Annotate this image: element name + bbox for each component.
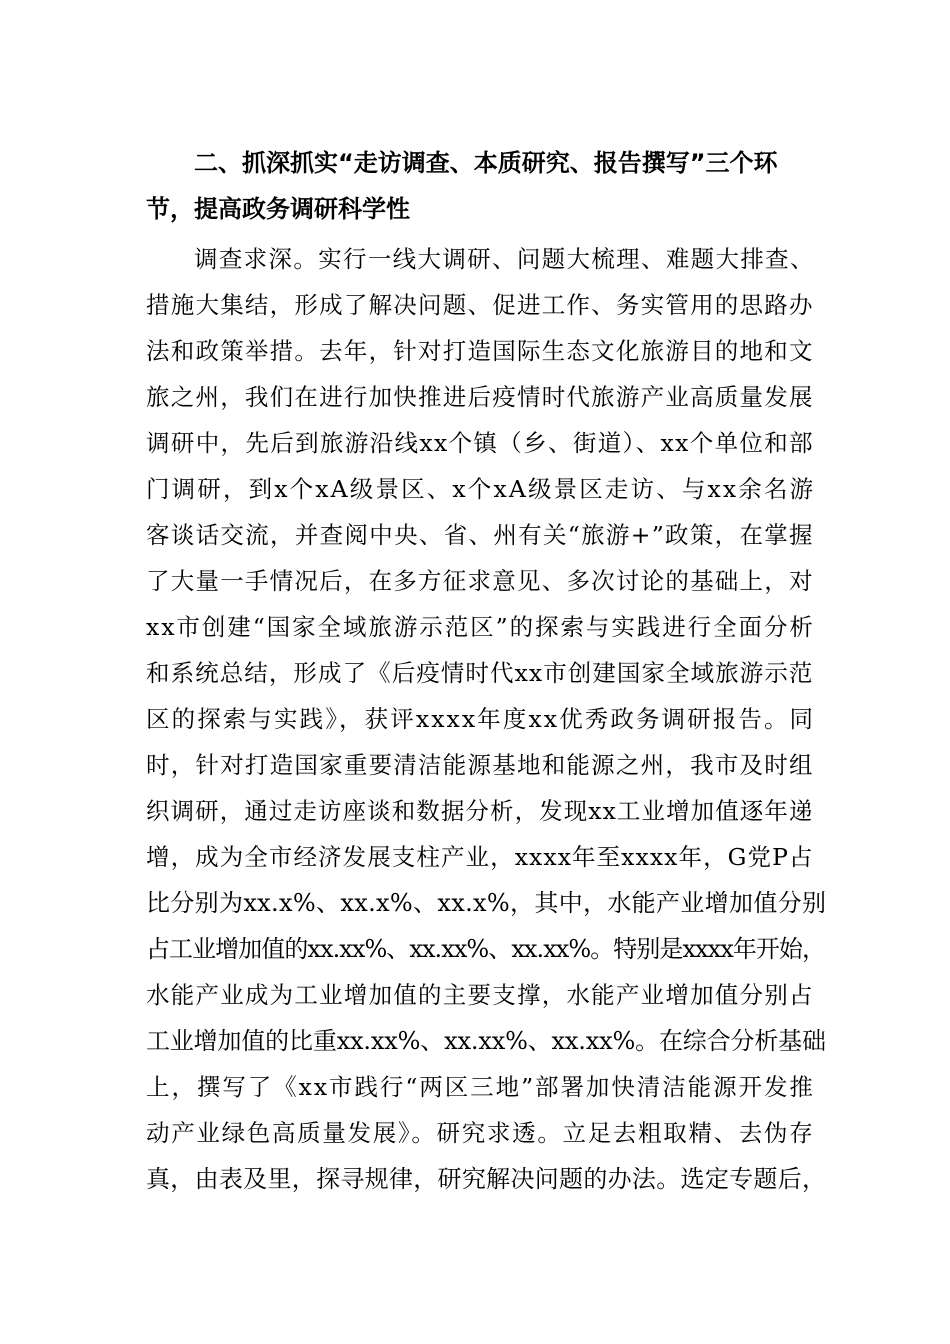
paragraph-line-text: 旅之州，我们在进行加快推进后疫情时代旅游产业高质量发展: [146, 383, 814, 411]
paragraph-line: [146, 880, 826, 926]
paragraph-line-text: 区的探索与实践》，获评xxxx年度xx优秀政务调研报告。同: [146, 705, 816, 733]
paragraph-line: [146, 972, 826, 1018]
paragraph-line: [146, 466, 826, 512]
section-heading-line-2: 节，提高政务调研科学性: [146, 195, 410, 223]
paragraph-line-text: xx市创建“国家全域旅游示范区”的探索与实践进行全面分析: [146, 613, 815, 641]
paragraph-line: [146, 1110, 826, 1156]
paragraph-line: [146, 374, 826, 420]
paragraph-line-text: 比分别为xx.x%、xx.x%、xx.x%，其中，水能产业增加值分别: [146, 889, 827, 917]
paragraph-line: [146, 328, 826, 374]
paragraph-line-text: 增，成为全市经济发展支柱产业，xxxx年至xxxx年，G党P占: [146, 843, 814, 871]
paragraph-line-text: 上，撰写了《xx市践行“两区三地”部署加快清洁能源开发推: [146, 1073, 815, 1101]
paragraph-line-text: 和系统总结，形成了《后疫情时代xx市创建国家全域旅游示范: [146, 659, 814, 687]
paragraph-line-text: 时，针对打造国家重要清洁能源基地和能源之州，我市及时组: [146, 751, 814, 779]
paragraph-line-text: 真，由表及里，探寻规律，研究解决问题的办法。选定专题后，: [146, 1165, 827, 1193]
paragraph-line: [146, 1064, 826, 1110]
paragraph-line: [146, 696, 826, 742]
paragraph-line: [146, 788, 826, 834]
paragraph-line-text: 门调研，到x个xA级景区、x个xA级景区走访、与xx余名游: [146, 475, 816, 503]
document-content: [146, 140, 826, 1202]
paragraph-line-text: 了大量一手情况后，在多方征求意见、多次讨论的基础上，对: [146, 567, 814, 595]
paragraph-line: [146, 834, 826, 880]
body-paragraph: [146, 236, 826, 1202]
paragraph-line: [146, 1018, 826, 1064]
paragraph-line: [146, 742, 826, 788]
paragraph-line-text: 调研中，先后到旅游沿线xx个镇（乡、街道）、xx个单位和部: [146, 429, 814, 457]
paragraph-line-text: 占工业增加值的xx.xx%、xx.xx%、xx.xx%。特别是xxxx年开始，: [146, 935, 826, 963]
paragraph-line: [146, 1156, 826, 1202]
paragraph-line-text: 工业增加值的比重xx.xx%、xx.xx%、xx.xx%。在综合分析基础: [146, 1027, 826, 1055]
paragraph-line: [146, 650, 826, 696]
paragraph-line: [146, 604, 826, 650]
paragraph-line-text: 措施大集结，形成了解决问题、促进工作、务实管用的思路办: [146, 291, 814, 319]
section-heading-line-1: 二、抓深抓实“走访调查、本质研究、报告撰写”三个环: [194, 149, 778, 177]
paragraph-line: [146, 926, 826, 972]
paragraph-line-text: 法和政策举措。去年，针对打造国际生态文化旅游目的地和文: [146, 337, 814, 365]
paragraph-line-text: 调查求深。实行一线大调研、问题大梳理、难题大排查、: [194, 245, 815, 273]
paragraph-line-text: 动产业绿色高质量发展》。研究求透。立足去粗取精、去伪存: [146, 1119, 815, 1147]
paragraph-line-text: 织调研，通过走访座谈和数据分析，发现xx工业增加值逐年递: [146, 797, 814, 825]
paragraph-line-text: 客谈话交流，并查阅中央、省、州有关“旅游+”政策，在掌握: [146, 521, 814, 549]
paragraph-line-text: 水能产业成为工业增加值的主要支撑，水能产业增加值分别占: [146, 981, 814, 1009]
paragraph-line: [146, 512, 826, 558]
section-heading: [146, 140, 826, 232]
paragraph-line: [146, 558, 826, 604]
paragraph-line: [146, 236, 826, 282]
paragraph-line: [146, 282, 826, 328]
paragraph-line: [146, 420, 826, 466]
